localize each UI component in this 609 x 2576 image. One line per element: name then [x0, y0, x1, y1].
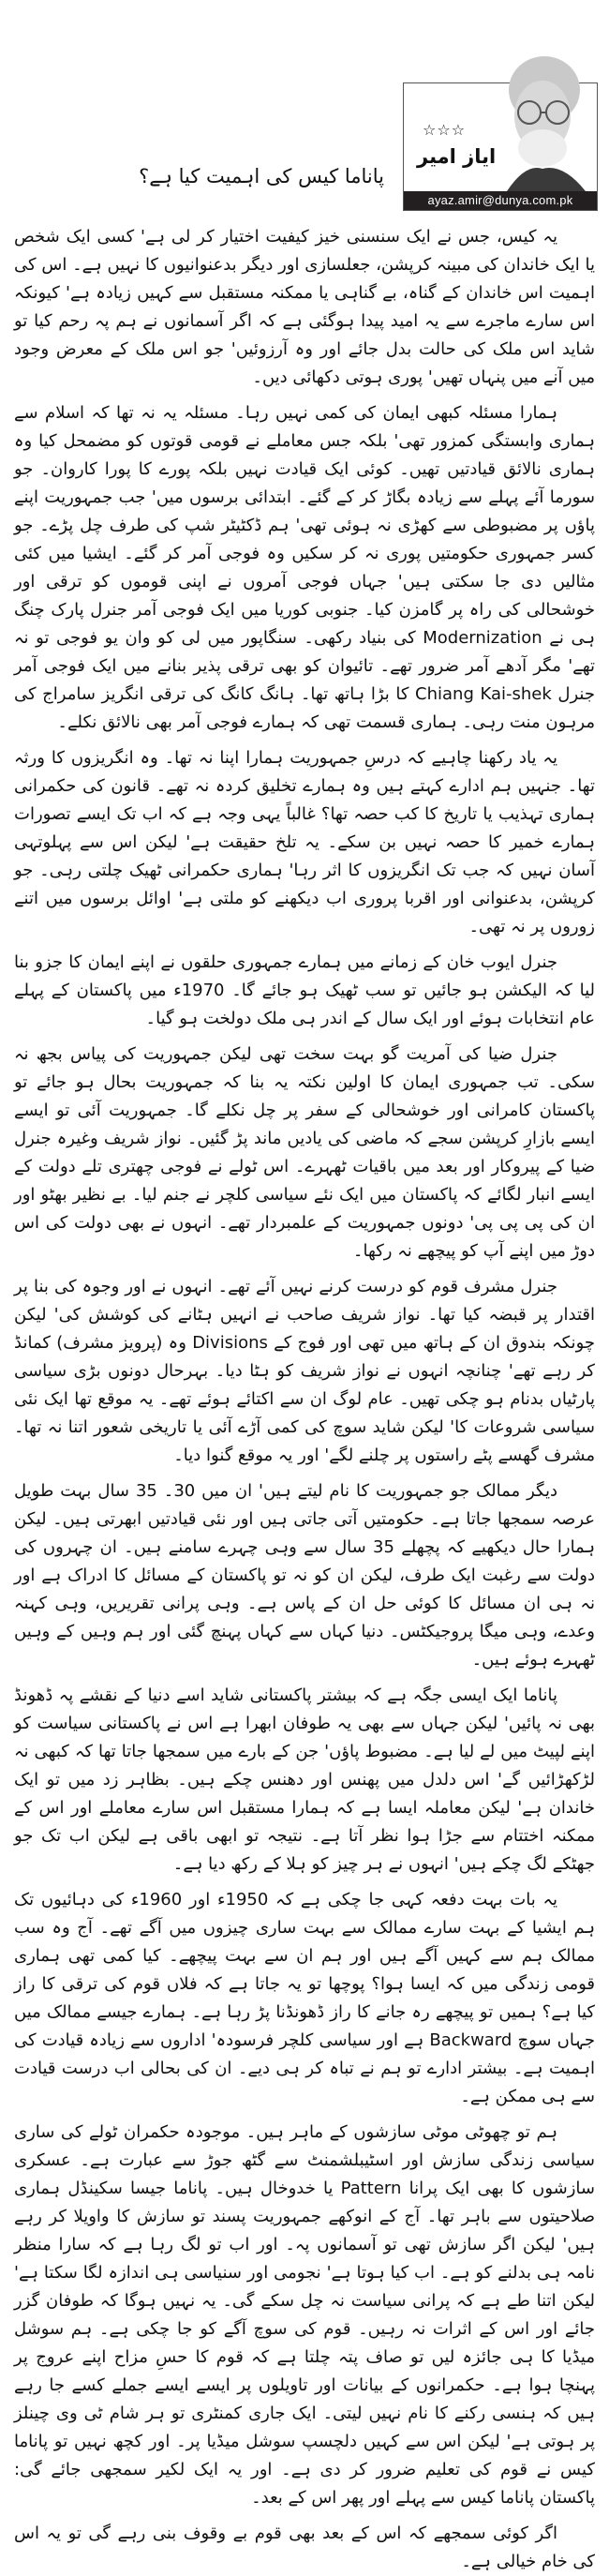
paragraph: جنرل مشرف قوم کو درست کرنے نہیں آئے تھے۔ انہوں نے اور وجوہ کی بنا پر اقتدار پر قبضہ کیا تھا۔ نواز شریف صاحب نے انہیں ہٹانے کی کوشش کی' لیکن چونکہ بندوق ان کے ہاتھ میں تھی اور فوج کے Divisions وہ (پرویز مشرف) کمانڈ کر رہے تھے' چنانچہ انہوں نے نواز شریف کو ہٹا دیا۔ بہرحال دونوں بڑی سیاسی پارٹیاں بدنام ہو چکی تھیں۔ عام لوگ ان سے اکتائے ہوئے تھے۔ یہ موقع تھا ایک نئی سیاسی شروعات کا' لیکن شاید سوچ کی کمی آڑے آئی یا تاریخی شعور اتنا نہ تھا۔ مشرف گھسے پٹے راستوں پر چلنے لگے' اور یہ موقع گنوا دیا۔ — [14, 1277, 595, 1465]
author-portrait-icon — [488, 51, 593, 191]
rating-stars: ☆☆☆ — [423, 121, 467, 139]
paragraph: جنرل ضیا کی آمریت گو بہت سخت تھی لیکن جمہوریت کی پیاس بجھ نہ سکی۔ تب جمہوری ایمان کا اولین نکتہ یہ بنا کہ جمہوریت بحال ہو جائے تو پاکستان کامرانی اور خوشحالی کے سفر پر چل نکلے گا۔ جمہوریت آئی تو ایسے ایسے بازارِ کرپشن سجے کہ ماضی کی یادیں ماند پڑ گئیں۔ نواز شریف وغیرہ جنرل ضیا کے پیروکار اور بعد میں باقیات ٹھہرے۔ اس ٹولے نے فوجی چھتری تلے دولت کے ایسے انبار لگائے کہ پاکستان میں ایک نئے سیاسی کلچر نے جنم لیا۔ بے نظیر بھٹو اور ان کی پی پی پی' دونوں جمہوریت کے علمبردار تھے۔ انہوں نے بھی دولت کی اس دوڑ میں اپنے آپ کو پیچھے نہ رکھا۔ — [14, 1044, 595, 1261]
paragraph: یہ یاد رکھنا چاہیے کہ درسِ جمہوریت ہمارا اپنا نہ تھا۔ وہ انگریزوں کا ورثہ تھا۔ جنہیں ہم ادارے کہتے ہیں وہ ہمارے تخلیق کردہ نہ تھے۔ قانون کی حکمرانی ہماری تہذیب یا تاریخ کا کب حصہ تھا؟ غالباً یہی وجہ ہے کہ اب تک ایسے تصورات ہمارے خمیر کا حصہ نہیں بن سکے۔ یہ تلخ حقیقت ہے' لیکن اس سے پہلوتہی آسان نہیں کہ جب تک انگریزوں کا اثر رہا' ہماری حکمرانی ٹھیک چلتی رہی۔ جو کرپشن، بدعنوانی اور اقربا پروری اب دیکھنے کو ملتی ہے' اوائل برسوں میں اتنے زوروں پر نہ تھی۔ — [14, 748, 595, 936]
paragraph: ہمارا مسئلہ کبھی ایمان کی کمی نہیں رہا۔ مسئلہ یہ نہ تھا کہ اسلام سے ہماری وابستگی کمزور تھی' بلکہ جس معاملے نے قومی قوتوں کو مضمحل کیا وہ ہماری نالائق قیادتیں تھیں۔ کوئی ایک قیادت نہیں بلکہ پورے کا پورا کاروان۔ جو سورما آئے پہلے سے زیادہ بگاڑ کر کے گئے۔ ابتدائی برسوں میں' جب جمہوریت اپنے پاؤں پر مضبوطی سے کھڑی نہ ہوئی تھی' ہم ڈکٹیٹر شپ کی طرف چل پڑے۔ جو کسر جمہوری حکومتیں پوری نہ کر سکیں وہ فوجی آمر کر گئے۔ ایشیا میں کئی مثالیں دی جا سکتی ہیں' جہاں فوجی آمروں نے اپنی قوموں کو ترقی اور خوشحالی کی راہ پر گامزن کیا۔ جنوبی کوریا میں ایک فوجی آمر جنرل پارک چنگ ہی نے Modernization کی بنیاد رکھی۔ سنگاپور میں لی کو وان یو فوجی تو نہ تھے' مگر آدھے آمر ضرور تھے۔ تائیوان کو بھی ترقی پذیر بنانے میں ایک فوجی آمر جنرل Chiang Kai-shek کا بڑا ہاتھ تھا۔ ہانگ کانگ کی ترقی انگریز سامراج کی مرہون منت رہی۔ ہماری قسمت تھی کہ ہمارے فوجی آمر بھی نالائق نکلے۔ — [14, 403, 595, 732]
paragraph: جنرل ایوب خان کے زمانے میں ہمارے جمہوری حلقوں نے اپنے ایمان کا جزو بنا لیا کہ الیکشن ہو جائیں تو سب ٹھیک ہو جائے گا۔ 1970ء میں پاکستان کے پہلے عام انتخابات ہوئے اور ایک سال کے اندر ہی ملک دولخت ہو گیا۔ — [14, 952, 596, 1028]
paragraph: اگر کوئی سمجھے کہ اس کے بعد بھی قوم بے وقوف بنی رہے گی تو یہ اس کی خام خیالی ہے۔ — [14, 2524, 595, 2571]
article-body — [14, 223, 595, 2576]
paragraph: پاناما ایک ایسی جگہ ہے کہ بیشتر پاکستانی شاید اسے دنیا کے نقشے پہ ڈھونڈ بھی نہ پائیں' لیکن جہاں سے بھی یہ طوفان ابھرا ہے اس نے پاکستانی سیاست کو اپنے لپیٹ میں لے لیا ہے۔ مضبوط پاؤں' جن کے بارے میں سمجھا جاتا تھا کہ کبھی نہ لڑکھڑائیں گے' اس دلدل میں پھنس اور دھنس چکے ہیں۔ بظاہر زد میں تو ایک خاندان ہے' لیکن معاملہ ایسا ہے کہ ہمارا مستقبل اس سارے معاملے اور اس کے ممکنہ اختتام سے جڑا ہوا نظر آتا ہے۔ نتیجہ تو ابھی باقی ہے لیکن اب تک جو جھٹکے لگ چکے ہیں' انہوں نے ہر چیز کو ہلا کے رکھ دیا ہے۔ — [14, 1685, 595, 1874]
author-name: ایاز امیر — [417, 145, 497, 168]
paragraph: یہ کیس، جس نے ایک سنسنی خیز کیفیت اختیار کر لی ہے' کسی ایک شخص یا ایک خاندان کی مبینہ کرپشن، جعلسازی اور دیگر بدعنوانیوں کا نہیں ہے۔ اس کی اہمیت اس خاندان کے گناہ، بے گناہی یا ممکنہ مستقبل سے کہیں زیادہ ہے' کیونکہ اس سارے ماجرے سے یہ امید پیدا ہوگئی ہے کہ اگر آسمانوں نے ہم پہ رحم کیا تو شاید اس ملک کی حالت بدل جائے اور وہ آرزوئیں' جو اس ملک کے معرض وجود میں آنے میں پنہاں تھیں' پوری ہوتی دکھائی دیں۔ — [14, 227, 595, 387]
paragraph: دیگر ممالک جو جمہوریت کا نام لیتے ہیں' ان میں 30۔ 35 سال بہت طویل عرصہ سمجھا جاتا ہے۔ حکومتیں آتی جاتی ہیں اور نئی قیادتیں ابھرتی ہیں۔ لیکن ہمارا حال دیکھیے کہ پچھلے 35 سال سے وہی چہرے سامنے ہیں۔ ان چہروں کی دولت سے رغبت ایک طرف، لیکن ان کو نہ تو پاکستان کے مسائل کا ادراک ہے اور نہ ہی ان مسائل کا کوئی حل ان کے پاس ہے۔ وہی پرانی تقریریں، وہی کہنہ وعدے، وہی میگا پروجیکٹس۔ دنیا کہاں سے کہاں پہنچ گئی اور ہم وہیں کے وہیں ٹھہرے ہوئے ہیں۔ — [14, 1481, 596, 1670]
article-title: پاناما کیس کی اہمیت کیا ہے؟ — [139, 165, 384, 187]
paragraph: ہم تو چھوٹی موٹی سازشوں کے ماہر ہیں۔ موجودہ حکمران ٹولے کی ساری سیاسی زندگی سازش اور اسٹیبلشمنٹ سے گٹھ جوڑ سے عبارت ہے۔ عسکری سازشوں کا بھی ایک پرانا Pattern یا خدوخال ہیں۔ پاناما جیسا سکینڈل ہماری صلاحیتوں سے باہر تھا۔ آج کے انوکھے جمہوریت پسند تو سازش کا واویلا کر رہے ہیں' لیکن اگر سازش تھی تو آسمانوں پہ۔ اور اب تو لگ رہا ہے کہ سارا منظر نامہ ہی بدلنے کو ہے۔ اب کیا ہوتا ہے' نجومی اور سنیاسی ہی اندازہ لگا سکتا ہے' لیکن اتنا طے ہے کہ پرانی سیاست نہ چل سکے گی۔ یہ نہیں ہوگا کہ طوفان گزر جائے اور اس کے اثرات نہ رہیں۔ قوم کی سوچ آگے کو جا چکی ہے۔ ہم سوشل میڈیا کا ہی جائزہ لیں تو صاف پتہ چلتا ہے کہ قوم کا حسِ مزاح اپنے عروج پر پہنچا ہوا ہے۔ حکمرانوں کے بیانات اور تاویلوں پر ایسے ایسے جملے کسے جا رہے ہیں کہ ہنسی رکنے کا نام نہیں لیتی۔ ایک جاری کمنٹری تو ہر شام ٹی وی چینلز پر ہوتی ہے' لیکن اس سے کہیں دلچسپ سوشل میڈیا پر۔ اور کچھ نہیں تو پاناما کیس نے قوم کی تعلیم ضرور کر دی ہے۔ اور یہ ایک لکیر سمجھی جائے گی: پاکستان پاناما کیس سے پہلے اور پھر اس کے بعد۔ — [14, 2122, 596, 2508]
paragraph: یہ بات بہت دفعہ کہی جا چکی ہے کہ 1950ء اور 1960ء کی دہائیوں تک ہم ایشیا کے بہت سارے ممالک سے بہت ساری چیزوں میں آگے تھے۔ آج وہ سب ممالک ہم سے کہیں آگے ہیں اور ہم ان سے بہت پیچھے۔ کیا کمی تھی ہماری قومی زندگی میں کہ ایسا ہوا؟ پوچھا تو یہ جاتا ہے کہ فلاں قوم کی ترقی کا راز کیا ہے؟ ہمیں تو پیچھے رہ جانے کا راز ڈھونڈنا پڑ رہا ہے۔ ہمارے جیسے ممالک میں جہاں سوچ Backward ہے اور سیاسی کلچر فرسودہ' اداروں سے زیادہ قیادت کی اہمیت ہے۔ بیشتر ادارے تو ہم نے تباہ کر ہی دیے۔ ان کی بحالی اب درست قیادت سے ہی ممکن ہے۔ — [14, 1890, 595, 2106]
columnist-header — [403, 82, 598, 211]
author-email[interactable]: ayaz.amir@dunya.com.pk — [404, 191, 597, 210]
